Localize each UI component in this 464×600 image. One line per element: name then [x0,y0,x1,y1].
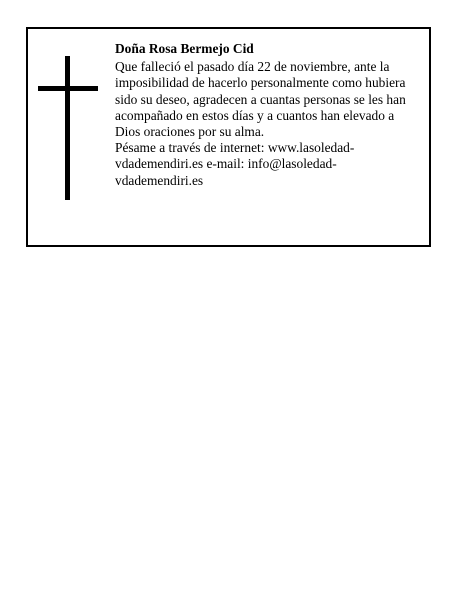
obituary-notice [26,27,431,247]
notice-text-block [115,41,411,189]
condolences-line-2: vdademendiri.es e-mail: info@lasoledad- [115,156,337,172]
condolences-line-1: Pésame a través de internet: www.lasoledad- [115,140,355,156]
cross-icon [38,56,98,200]
cross-horizontal-bar [38,86,98,91]
condolences-info [115,140,411,189]
condolences-line-3: vdademendiri.es [115,172,204,188]
deceased-name: Doña Rosa Bermejo Cid [115,41,254,56]
notice-message: Que falleció el pasado día 22 de noviembre, ante la imposibilidad de hacerlo personalmente como hubiera sido su deseo, agradecen a cuantas personas se les han acompañado en estos días y a cuantos han elevado a Dios oraciones por su alma. [115,59,406,140]
cross-vertical-bar [65,56,70,200]
